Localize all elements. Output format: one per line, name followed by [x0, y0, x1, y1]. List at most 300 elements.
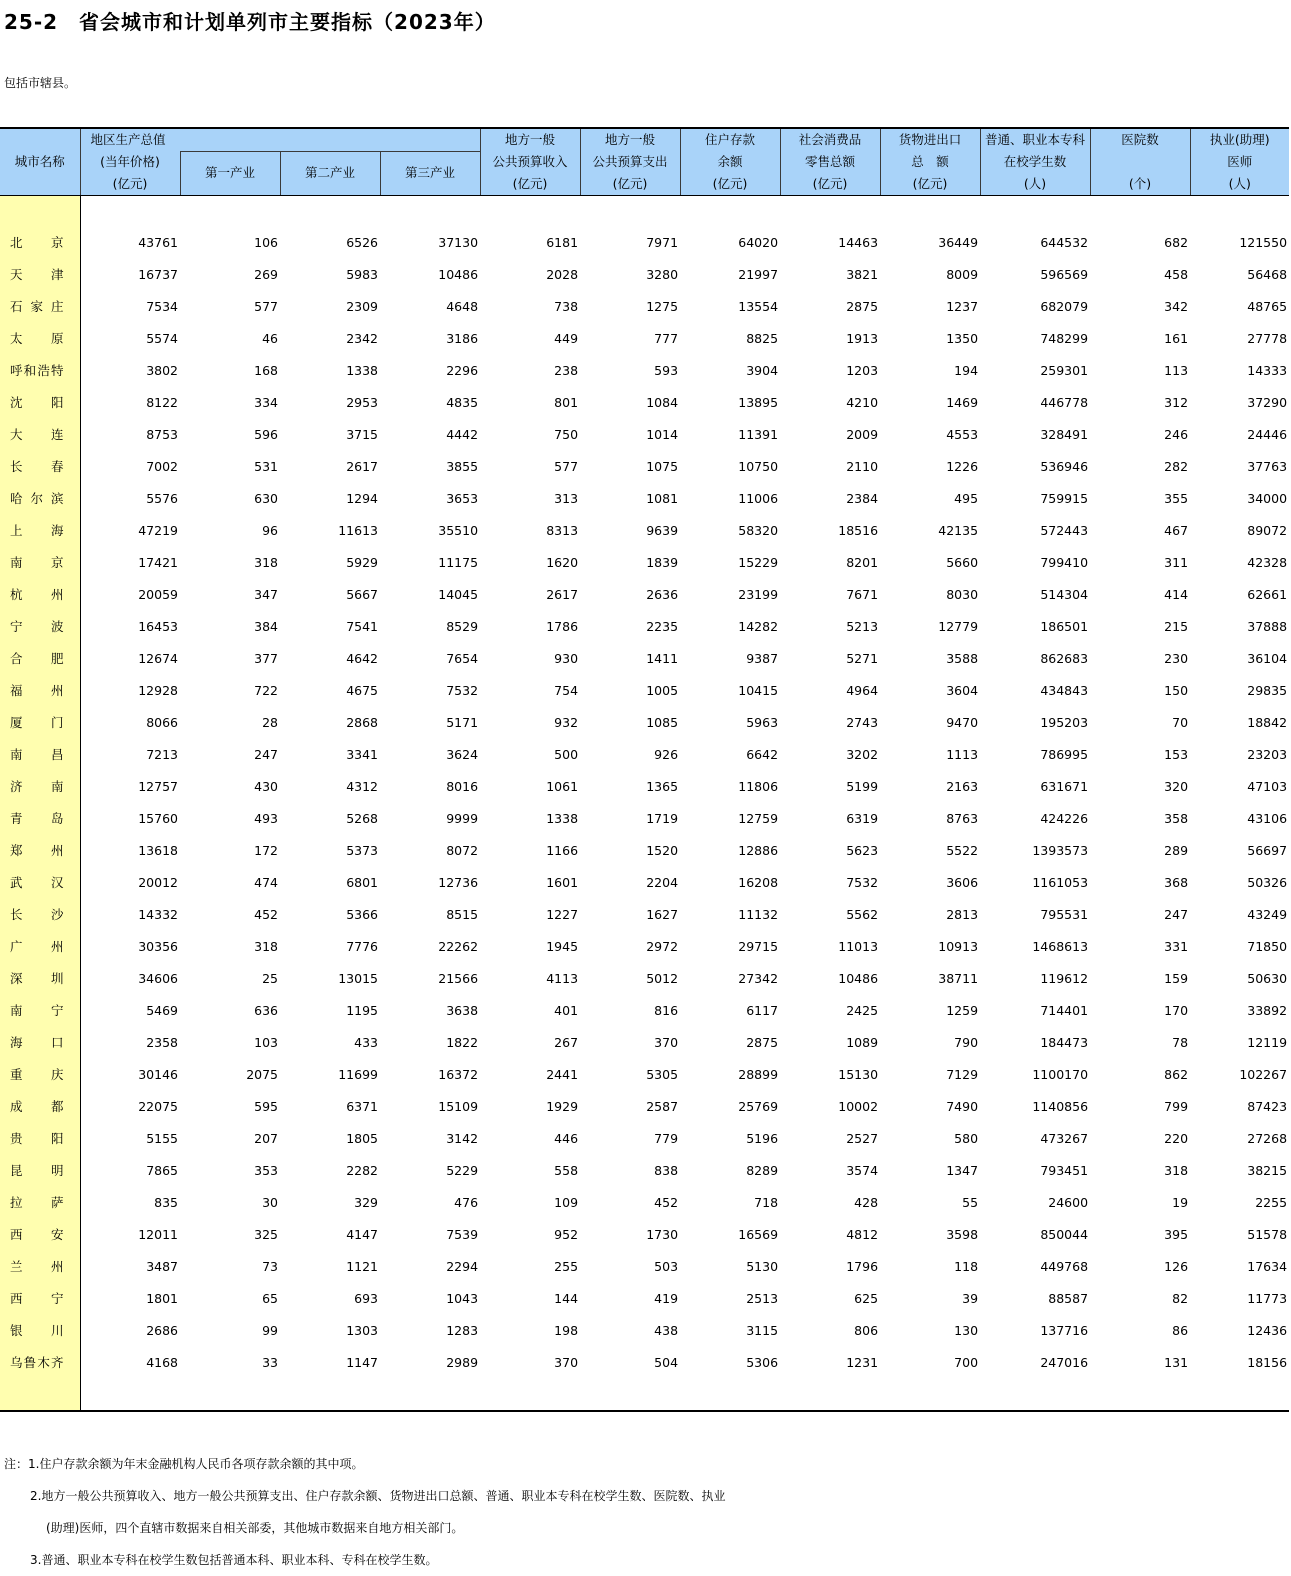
value-cell: 255	[554, 1258, 579, 1274]
value-cell: 11806	[738, 778, 779, 794]
value-cell: 2686	[146, 1322, 178, 1338]
header-students-line2: 在校学生数	[980, 151, 1090, 173]
value-cell: 2235	[646, 618, 679, 634]
value-cell: 8753	[146, 426, 178, 442]
value-cell: 10913	[938, 938, 979, 954]
value-cell: 1121	[346, 1258, 378, 1274]
value-cell: 30146	[138, 1066, 178, 1082]
value-cell: 16208	[738, 874, 779, 890]
value-cell: 159	[1164, 970, 1189, 986]
value-cell: 99	[262, 1322, 278, 1338]
value-cell: 6117	[746, 1002, 779, 1018]
footnotes	[4, 1448, 725, 1576]
value-cell: 2636	[646, 586, 679, 602]
value-cell: 8030	[946, 586, 979, 602]
value-cell: 6181	[546, 234, 579, 250]
value-cell: 806	[854, 1322, 879, 1338]
header-doctors-unit: (人)	[1190, 173, 1289, 196]
table-row	[0, 898, 1289, 930]
table-row	[0, 834, 1289, 866]
value-cell: 56468	[1247, 266, 1288, 282]
value-cell: 3821	[846, 266, 879, 282]
value-cell: 14282	[738, 618, 779, 634]
value-cell: 577	[254, 298, 278, 314]
value-cell: 1100170	[1032, 1066, 1089, 1082]
value-cell: 434843	[1040, 682, 1089, 698]
value-cell: 1796	[846, 1258, 879, 1274]
value-cell: 801	[554, 394, 579, 410]
value-cell: 1061	[546, 778, 579, 794]
value-cell: 7776	[346, 938, 378, 954]
value-cell: 5522	[946, 842, 979, 858]
value-cell: 150	[1164, 682, 1189, 698]
value-cell: 7539	[446, 1226, 479, 1242]
value-cell: 3588	[946, 650, 979, 666]
value-cell: 170	[1164, 1002, 1189, 1018]
value-cell: 1801	[146, 1290, 178, 1306]
value-cell: 5305	[646, 1066, 679, 1082]
value-cell: 13895	[738, 394, 779, 410]
value-cell: 495	[954, 490, 979, 506]
value-cell: 3202	[846, 746, 879, 762]
value-cell: 8016	[446, 778, 479, 794]
value-cell: 8825	[746, 330, 779, 346]
value-cell: 11013	[838, 938, 879, 954]
city-name-cell: 南京	[0, 546, 80, 578]
value-cell: 6371	[346, 1098, 378, 1114]
value-cell: 11175	[438, 554, 479, 570]
table-row	[0, 322, 1289, 354]
value-cell: 13015	[338, 970, 378, 986]
value-cell: 88587	[1048, 1290, 1089, 1306]
value-cell: 6526	[346, 234, 378, 250]
value-cell: 930	[554, 650, 579, 666]
header-hospitals-line1: 医院数	[1090, 128, 1190, 151]
value-cell: 644532	[1040, 234, 1089, 250]
value-cell: 3487	[146, 1258, 178, 1274]
value-cell: 10002	[838, 1098, 879, 1114]
value-cell: 82	[1172, 1290, 1189, 1306]
header-retail-line2: 零售总额	[780, 151, 880, 173]
value-cell: 103	[254, 1034, 278, 1050]
value-cell: 5576	[146, 490, 178, 506]
value-cell: 22075	[138, 1098, 178, 1114]
value-cell: 7971	[646, 234, 679, 250]
value-cell: 5983	[346, 266, 378, 282]
value-cell: 5929	[346, 554, 378, 570]
value-cell: 779	[654, 1130, 679, 1146]
indicator-table-container	[0, 127, 1289, 1412]
value-cell: 4648	[446, 298, 479, 314]
value-cell: 12736	[438, 874, 479, 890]
value-cell: 7532	[846, 874, 879, 890]
value-cell: 630	[254, 490, 278, 506]
table-row	[0, 1346, 1289, 1378]
value-cell: 850044	[1040, 1226, 1089, 1242]
value-cell: 952	[554, 1226, 579, 1242]
value-cell: 329	[354, 1194, 378, 1210]
value-cell: 17421	[138, 554, 178, 570]
value-cell: 1043	[446, 1290, 479, 1306]
city-name-cell: 重庆	[0, 1058, 80, 1090]
value-cell: 18842	[1247, 714, 1288, 730]
value-cell: 24600	[1048, 1194, 1089, 1210]
value-cell: 1014	[646, 426, 679, 442]
value-cell: 89072	[1247, 522, 1288, 538]
value-cell: 401	[554, 1002, 579, 1018]
value-cell: 312	[1164, 394, 1189, 410]
city-name-cell: 宁波	[0, 610, 80, 642]
city-name-cell: 西宁	[0, 1282, 80, 1314]
value-cell: 4113	[546, 970, 579, 986]
value-cell: 334	[254, 394, 278, 410]
header-revenue-line1: 地方一般	[480, 128, 580, 151]
value-cell: 318	[254, 554, 278, 570]
value-cell: 2255	[1255, 1194, 1288, 1210]
header-tertiary: 第三产业	[380, 151, 480, 196]
value-cell: 2617	[546, 586, 579, 602]
header-trade-line1: 货物进出口	[880, 128, 980, 151]
value-cell: 246	[1164, 426, 1189, 442]
value-cell: 30356	[138, 938, 178, 954]
value-cell: 144	[554, 1290, 579, 1306]
value-cell: 5012	[646, 970, 679, 986]
city-name-cell: 上海	[0, 514, 80, 546]
value-cell: 838	[654, 1162, 679, 1178]
value-cell: 2342	[346, 330, 378, 346]
value-cell: 102267	[1239, 1066, 1288, 1082]
value-cell: 446778	[1040, 394, 1089, 410]
header-secondary: 第二产业	[280, 151, 380, 196]
value-cell: 593	[654, 362, 679, 378]
value-cell: 230	[1164, 650, 1189, 666]
value-cell: 289	[1164, 842, 1189, 858]
value-cell: 2617	[346, 458, 378, 474]
value-cell: 23203	[1247, 746, 1288, 762]
value-cell: 16372	[438, 1066, 479, 1082]
value-cell: 1839	[646, 554, 679, 570]
value-cell: 10486	[438, 266, 479, 282]
value-cell: 14333	[1247, 362, 1288, 378]
value-cell: 438	[654, 1322, 679, 1338]
value-cell: 2441	[546, 1066, 579, 1082]
value-cell: 12759	[738, 810, 779, 826]
table-row	[0, 770, 1289, 802]
value-cell: 1259	[946, 1002, 979, 1018]
value-cell: 62661	[1247, 586, 1288, 602]
value-cell: 43106	[1247, 810, 1288, 826]
value-cell: 36449	[938, 234, 979, 250]
value-cell: 58320	[738, 522, 779, 538]
value-cell: 1822	[446, 1034, 479, 1050]
value-cell: 799410	[1040, 554, 1089, 570]
value-cell: 130	[954, 1322, 979, 1338]
value-cell: 1627	[646, 906, 679, 922]
value-cell: 11132	[738, 906, 779, 922]
value-cell: 1226	[946, 458, 979, 474]
header-expenditure-line2: 公共预算支出	[580, 151, 680, 173]
table-row	[0, 386, 1289, 418]
value-cell: 596569	[1040, 266, 1089, 282]
table-row	[0, 226, 1289, 258]
header-students-unit: (人)	[980, 173, 1090, 196]
footnote-2: 2.地方一般公共预算收入、地方一般公共预算支出、住户存款余额、货物进出口总额、普通、职业本专科在校学生数、医院数、执业	[30, 1489, 726, 1503]
value-cell: 7002	[146, 458, 178, 474]
header-expenditure-unit: (亿元)	[580, 173, 680, 196]
value-cell: 28899	[738, 1066, 779, 1082]
value-cell: 21997	[738, 266, 779, 282]
value-cell: 34606	[138, 970, 178, 986]
value-cell: 368	[1164, 874, 1189, 890]
value-cell: 790	[954, 1034, 979, 1050]
value-cell: 3604	[946, 682, 979, 698]
value-cell: 2075	[246, 1066, 278, 1082]
value-cell: 500	[554, 746, 579, 762]
value-cell: 38711	[938, 970, 979, 986]
value-cell: 1203	[846, 362, 879, 378]
value-cell: 50630	[1247, 970, 1288, 986]
value-cell: 1283	[446, 1322, 479, 1338]
value-cell: 1786	[546, 618, 579, 634]
value-cell: 754	[554, 682, 579, 698]
header-hospitals-unit: (个)	[1090, 173, 1190, 196]
value-cell: 14463	[838, 234, 879, 250]
value-cell: 4812	[846, 1226, 879, 1242]
value-cell: 370	[654, 1034, 679, 1050]
value-cell: 28	[262, 714, 278, 730]
value-cell: 1294	[346, 490, 378, 506]
value-cell: 5366	[346, 906, 378, 922]
header-city: 城市名称	[0, 128, 80, 196]
value-cell: 1303	[346, 1322, 378, 1338]
value-cell: 6319	[846, 810, 879, 826]
city-name-cell: 石家庄	[0, 290, 80, 322]
value-cell: 458	[1164, 266, 1189, 282]
value-cell: 449768	[1040, 1258, 1089, 1274]
value-cell: 1081	[646, 490, 679, 506]
value-cell: 153	[1164, 746, 1189, 762]
value-cell: 325	[254, 1226, 278, 1242]
value-cell: 414	[1164, 586, 1189, 602]
value-cell: 29835	[1247, 682, 1288, 698]
value-cell: 7490	[946, 1098, 979, 1114]
value-cell: 20059	[138, 586, 178, 602]
value-cell: 42135	[938, 522, 979, 538]
footnote-3: 3.普通、职业本专科在校学生数包括普通本科、职业本科、专科在校学生数。	[30, 1553, 438, 1567]
header-trade-unit: (亿元)	[880, 173, 980, 196]
value-cell: 18516	[838, 522, 879, 538]
value-cell: 433	[354, 1034, 378, 1050]
table-body	[0, 196, 1289, 1412]
value-cell: 7671	[846, 586, 879, 602]
value-cell: 7213	[146, 746, 178, 762]
value-cell: 24446	[1247, 426, 1288, 442]
value-cell: 700	[954, 1354, 979, 1370]
value-cell: 7129	[946, 1066, 979, 1082]
value-cell: 1195	[346, 1002, 378, 1018]
value-cell: 106	[254, 234, 278, 250]
indicator-table	[0, 127, 1289, 1412]
value-cell: 51578	[1247, 1226, 1288, 1242]
value-cell: 2813	[946, 906, 979, 922]
value-cell: 6801	[346, 874, 378, 890]
value-cell: 5667	[346, 586, 378, 602]
value-cell: 10415	[738, 682, 779, 698]
value-cell: 5469	[146, 1002, 178, 1018]
value-cell: 419	[654, 1290, 679, 1306]
value-cell: 5171	[446, 714, 479, 730]
value-cell: 2868	[346, 714, 378, 730]
value-cell: 4210	[846, 394, 879, 410]
value-cell: 473267	[1040, 1130, 1089, 1146]
value-cell: 2009	[846, 426, 879, 442]
value-cell: 430	[254, 778, 278, 794]
table-row	[0, 706, 1289, 738]
value-cell: 595	[254, 1098, 278, 1114]
value-cell: 87423	[1247, 1098, 1288, 1114]
value-cell: 186501	[1040, 618, 1089, 634]
value-cell: 194	[954, 362, 979, 378]
value-cell: 4147	[346, 1226, 378, 1242]
table-row	[0, 514, 1289, 546]
value-cell: 1601	[546, 874, 579, 890]
value-cell: 27778	[1247, 330, 1288, 346]
value-cell: 247016	[1040, 1354, 1089, 1370]
page-title: 25-2 省会城市和计划单列市主要指标（2023年）	[4, 10, 496, 34]
value-cell: 12779	[938, 618, 979, 634]
value-cell: 86	[1172, 1322, 1189, 1338]
value-cell: 36104	[1247, 650, 1288, 666]
value-cell: 3715	[346, 426, 378, 442]
value-cell: 4964	[846, 682, 879, 698]
value-cell: 2163	[946, 778, 979, 794]
value-cell: 37130	[438, 234, 479, 250]
value-cell: 1227	[546, 906, 579, 922]
value-cell: 13554	[738, 298, 779, 314]
city-name-cell: 拉萨	[0, 1186, 80, 1218]
value-cell: 184473	[1040, 1034, 1089, 1050]
value-cell: 1166	[546, 842, 579, 858]
header-deposits-unit: (亿元)	[680, 173, 780, 196]
table-row	[0, 1154, 1289, 1186]
city-name-cell: 青岛	[0, 802, 80, 834]
value-cell: 572443	[1040, 522, 1089, 538]
value-cell: 1393573	[1032, 842, 1089, 858]
value-cell: 70	[1172, 714, 1189, 730]
value-cell: 2296	[446, 362, 479, 378]
value-cell: 10750	[738, 458, 779, 474]
value-cell: 531	[254, 458, 278, 474]
table-row	[0, 1186, 1289, 1218]
value-cell: 777	[654, 330, 679, 346]
table-row	[0, 450, 1289, 482]
value-cell: 15109	[438, 1098, 479, 1114]
table-row	[0, 354, 1289, 386]
value-cell: 247	[254, 746, 278, 762]
city-name-cell: 西安	[0, 1218, 80, 1250]
value-cell: 78	[1172, 1034, 1189, 1050]
value-cell: 137716	[1040, 1322, 1089, 1338]
value-cell: 64020	[738, 234, 779, 250]
value-cell: 1468613	[1032, 938, 1089, 954]
value-cell: 16737	[138, 266, 178, 282]
value-cell: 126	[1164, 1258, 1189, 1274]
value-cell: 12119	[1247, 1034, 1288, 1050]
value-cell: 27268	[1247, 1130, 1288, 1146]
city-name-cell: 沈阳	[0, 386, 80, 418]
value-cell: 259301	[1040, 362, 1089, 378]
table-row	[0, 1250, 1289, 1282]
city-name-cell: 呼和浩特	[0, 354, 80, 386]
value-cell: 5196	[746, 1130, 779, 1146]
value-cell: 3855	[446, 458, 479, 474]
value-cell: 452	[654, 1194, 679, 1210]
value-cell: 14045	[438, 586, 479, 602]
value-cell: 474	[254, 874, 278, 890]
value-cell: 121550	[1239, 234, 1288, 250]
value-cell: 238	[554, 362, 579, 378]
value-cell: 1945	[546, 938, 579, 954]
value-cell: 3624	[446, 746, 479, 762]
value-cell: 355	[1164, 490, 1189, 506]
value-cell: 467	[1164, 522, 1189, 538]
value-cell: 21566	[438, 970, 479, 986]
value-cell: 119612	[1040, 970, 1089, 986]
city-name-cell: 合肥	[0, 642, 80, 674]
city-name-cell: 海口	[0, 1026, 80, 1058]
value-cell: 1231	[846, 1354, 879, 1370]
table-row	[0, 994, 1289, 1026]
table-row	[0, 482, 1289, 514]
value-cell: 4168	[146, 1354, 178, 1370]
value-cell: 2953	[346, 394, 378, 410]
value-cell: 2989	[446, 1354, 479, 1370]
value-cell: 625	[854, 1290, 879, 1306]
city-name-cell: 福州	[0, 674, 80, 706]
value-cell: 25769	[738, 1098, 779, 1114]
value-cell: 1620	[546, 554, 579, 570]
value-cell: 1338	[546, 810, 579, 826]
city-name-cell: 贵阳	[0, 1122, 80, 1154]
value-cell: 5199	[846, 778, 879, 794]
table-row	[0, 738, 1289, 770]
value-cell: 47219	[138, 522, 178, 538]
value-cell: 428	[854, 1194, 879, 1210]
value-cell: 8072	[446, 842, 479, 858]
city-name-cell: 南宁	[0, 994, 80, 1026]
value-cell: 722	[254, 682, 278, 698]
value-cell: 12757	[138, 778, 178, 794]
value-cell: 2875	[746, 1034, 779, 1050]
value-cell: 449	[554, 330, 579, 346]
value-cell: 48765	[1247, 298, 1288, 314]
value-cell: 353	[254, 1162, 278, 1178]
value-cell: 50326	[1247, 874, 1288, 890]
header-doctors-line2: 医师	[1190, 151, 1289, 173]
value-cell: 11773	[1247, 1290, 1288, 1306]
value-cell: 9999	[446, 810, 479, 826]
value-cell: 46	[262, 330, 278, 346]
header-deposits-line1: 住户存款	[680, 128, 780, 151]
city-name-cell: 天津	[0, 258, 80, 290]
value-cell: 3186	[446, 330, 479, 346]
value-cell: 311	[1164, 554, 1189, 570]
value-cell: 2294	[446, 1258, 479, 1274]
value-cell: 2204	[646, 874, 679, 890]
value-cell: 2384	[846, 490, 879, 506]
value-cell: 318	[1164, 1162, 1189, 1178]
value-cell: 5562	[846, 906, 879, 922]
